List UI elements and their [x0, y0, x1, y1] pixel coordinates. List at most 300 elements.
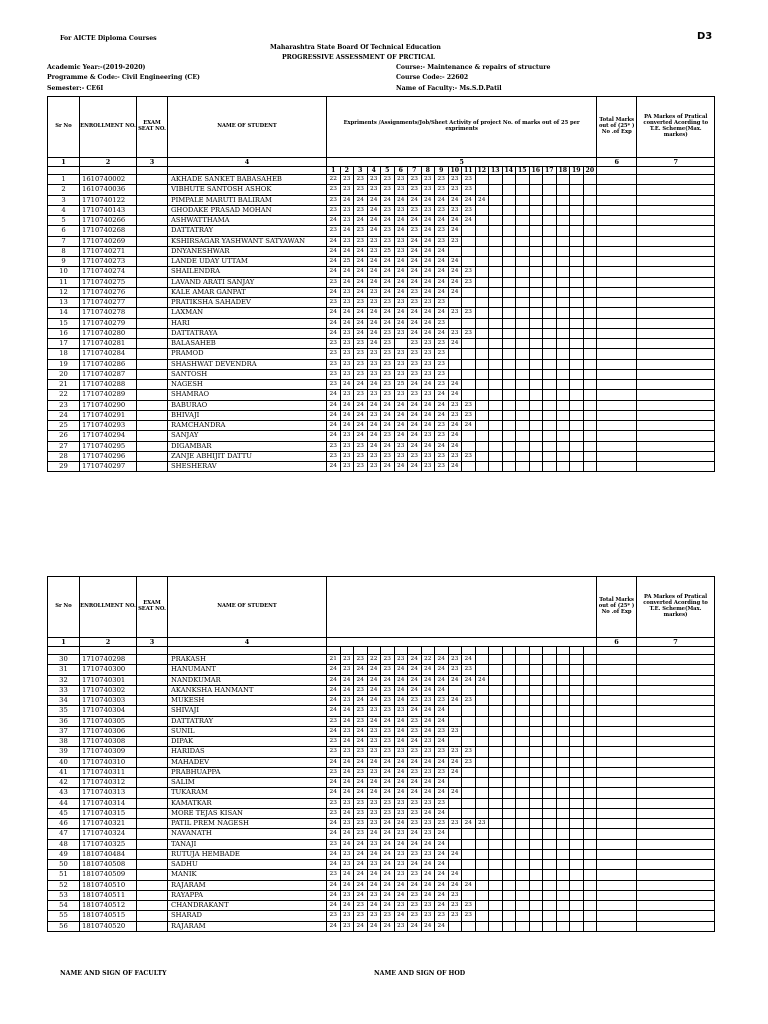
total-marks-cell [597, 808, 637, 818]
experiment-number [448, 647, 462, 655]
sr-no-cell: 38 [48, 737, 80, 747]
mark-cell: 24 [354, 318, 368, 328]
mark-cell [583, 216, 597, 226]
mark-cell [529, 685, 543, 695]
mark-cell [489, 921, 503, 931]
sr-no-cell: 33 [48, 685, 80, 695]
pa-marks-cell [637, 921, 715, 931]
mark-cell: 24 [381, 829, 395, 839]
mark-cell [556, 860, 570, 870]
mark-cell [516, 911, 530, 921]
mark-cell: 23 [381, 359, 395, 369]
mark-cell [570, 880, 584, 890]
column-number: 6 [597, 638, 637, 647]
mark-cell [583, 246, 597, 256]
mark-cell [475, 890, 489, 900]
mark-cell: 23 [475, 819, 489, 829]
mark-cell: 24 [408, 380, 422, 390]
mark-cell: 24 [421, 860, 435, 870]
mark-cell: 24 [327, 318, 341, 328]
mark-cell: 24 [340, 737, 354, 747]
mark-cell [489, 226, 503, 236]
mark-cell [502, 185, 516, 195]
mark-cell: 23 [435, 185, 449, 195]
mark-cell: 23 [381, 451, 395, 461]
enrollment-cell: 1710740286 [80, 359, 137, 369]
student-name-cell: SUNIL [168, 726, 327, 736]
mark-cell: 24 [435, 665, 449, 675]
mark-cell [489, 298, 503, 308]
mark-cell: 23 [421, 767, 435, 777]
mark-cell [475, 390, 489, 400]
mark-cell [543, 236, 557, 246]
mark-cell: 23 [354, 808, 368, 818]
mark-cell: 24 [381, 675, 395, 685]
exam-seat-cell [137, 880, 168, 890]
experiment-number [340, 647, 354, 655]
mark-cell [475, 849, 489, 859]
mark-cell: 24 [421, 706, 435, 716]
mark-cell [556, 788, 570, 798]
mark-cell [502, 421, 516, 431]
mark-cell [529, 369, 543, 379]
mark-cell: 24 [340, 675, 354, 685]
total-marks-cell [597, 205, 637, 215]
mark-cell: 23 [367, 462, 381, 472]
mark-cell [475, 359, 489, 369]
mark-cell [529, 880, 543, 890]
student-row [48, 195, 715, 205]
student-row [48, 318, 715, 328]
sr-no-cell: 7 [48, 236, 80, 246]
mark-cell [543, 747, 557, 757]
mark-cell [556, 829, 570, 839]
mark-cell: 23 [394, 747, 408, 757]
mark-cell: 23 [435, 349, 449, 359]
mark-cell: 24 [448, 287, 462, 297]
exam-seat-cell [137, 267, 168, 277]
mark-cell [529, 390, 543, 400]
student-row [48, 421, 715, 431]
mark-cell [516, 901, 530, 911]
mark-cell: 23 [340, 911, 354, 921]
mark-cell [570, 890, 584, 900]
mark-cell [489, 246, 503, 256]
student-row [48, 462, 715, 472]
mark-cell: 24 [435, 277, 449, 287]
mark-cell: 24 [340, 400, 354, 410]
mark-cell [516, 216, 530, 226]
student-name-cell: RUTUJA HEMBADE [168, 849, 327, 859]
academic-year: Academic Year:-(2019-2020) [47, 64, 146, 71]
experiment-number [556, 647, 570, 655]
mark-cell: 24 [435, 655, 449, 665]
student-name-cell: PATIL PREM NAGESH [168, 819, 327, 829]
mark-cell [475, 410, 489, 420]
blank-cell [137, 647, 168, 655]
mark-cell [556, 246, 570, 256]
mark-cell [529, 195, 543, 205]
mark-cell [570, 267, 584, 277]
pa-marks-cell [637, 808, 715, 818]
mark-cell [529, 890, 543, 900]
mark-cell: 23 [435, 798, 449, 808]
mark-cell [583, 788, 597, 798]
mark-cell [516, 267, 530, 277]
mark-cell [502, 298, 516, 308]
experiment-number [475, 647, 489, 655]
mark-cell [516, 185, 530, 195]
mark-cell [570, 195, 584, 205]
mark-cell [543, 767, 557, 777]
mark-cell [556, 451, 570, 461]
experiment-number [583, 647, 597, 655]
mark-cell: 24 [421, 257, 435, 267]
mark-cell: 23 [435, 696, 449, 706]
mark-cell: 24 [462, 421, 476, 431]
mark-cell: 24 [327, 901, 341, 911]
mark-cell [543, 410, 557, 420]
form-code: D3 [697, 31, 713, 42]
mark-cell [516, 839, 530, 849]
sr-no-cell: 13 [48, 298, 80, 308]
mark-cell: 24 [367, 778, 381, 788]
mark-cell [556, 257, 570, 267]
exam-seat-cell [137, 236, 168, 246]
mark-cell [529, 767, 543, 777]
mark-cell: 24 [435, 890, 449, 900]
experiment-number: 4 [367, 167, 381, 175]
mark-cell [502, 696, 516, 706]
student-row [48, 328, 715, 338]
mark-cell: 23 [421, 175, 435, 185]
mark-cell [502, 798, 516, 808]
mark-cell: 23 [367, 911, 381, 921]
mark-cell [516, 421, 530, 431]
total-marks-cell [597, 778, 637, 788]
mark-cell [529, 216, 543, 226]
enrollment-cell: 1710740304 [80, 706, 137, 716]
enrollment-cell: 1710740269 [80, 236, 137, 246]
mark-cell: 24 [394, 911, 408, 921]
mark-cell: 24 [448, 441, 462, 451]
student-row [48, 287, 715, 297]
mark-cell: 23 [327, 298, 341, 308]
mark-cell [583, 706, 597, 716]
mark-cell: 23 [435, 369, 449, 379]
sr-no-cell: 3 [48, 195, 80, 205]
mark-cell [543, 451, 557, 461]
pa-marks-cell [637, 308, 715, 318]
mark-cell: 24 [408, 431, 422, 441]
student-row [48, 226, 715, 236]
mark-cell [570, 277, 584, 287]
mark-cell: 24 [340, 808, 354, 818]
mark-cell [475, 716, 489, 726]
mark-cell: 24 [367, 195, 381, 205]
mark-cell [529, 798, 543, 808]
exam-seat-header: EXAM SEAT NO. [137, 577, 168, 638]
total-marks-cell [597, 462, 637, 472]
mark-cell: 24 [394, 767, 408, 777]
experiment-number [354, 647, 368, 655]
mark-cell [556, 757, 570, 767]
mark-cell: 24 [448, 277, 462, 287]
student-row [48, 737, 715, 747]
mark-cell [556, 267, 570, 277]
enrollment-cell: 1710740277 [80, 298, 137, 308]
mark-cell [462, 716, 476, 726]
student-row [48, 860, 715, 870]
enrollment-cell: 1710740290 [80, 400, 137, 410]
mark-cell: 24 [408, 421, 422, 431]
mark-cell: 24 [381, 400, 395, 410]
mark-cell: 24 [367, 921, 381, 931]
mark-cell [516, 441, 530, 451]
blank-cell [168, 167, 327, 175]
mark-cell [570, 308, 584, 318]
mark-cell [475, 462, 489, 472]
mark-cell [543, 287, 557, 297]
mark-cell: 24 [421, 328, 435, 338]
mark-cell: 23 [381, 390, 395, 400]
student-name-cell: SHAILENDRA [168, 267, 327, 277]
sr-no-cell: 31 [48, 665, 80, 675]
mark-cell [529, 747, 543, 757]
mark-cell: 23 [421, 747, 435, 757]
mark-cell [502, 788, 516, 798]
mark-cell: 23 [340, 665, 354, 675]
mark-cell: 23 [340, 287, 354, 297]
mark-cell [448, 860, 462, 870]
student-name-cell: RAJARAM [168, 921, 327, 931]
enrollment-cell: 1810740520 [80, 921, 137, 931]
mark-cell: 24 [435, 400, 449, 410]
assessment-table-1 [47, 96, 715, 472]
mark-cell: 24 [394, 778, 408, 788]
mark-cell: 23 [381, 236, 395, 246]
mark-cell: 23 [340, 359, 354, 369]
pa-marks-header: PA Markes of Pratical converted Acording to T.E. Scheme(Max. markes) [637, 97, 715, 158]
mark-cell: 23 [340, 205, 354, 215]
pa-marks-cell [637, 870, 715, 880]
mark-cell [543, 870, 557, 880]
pa-marks-cell [637, 246, 715, 256]
mark-cell [516, 696, 530, 706]
exam-seat-cell [137, 808, 168, 818]
column-number: 3 [137, 638, 168, 647]
mark-cell [516, 706, 530, 716]
total-marks-cell [597, 685, 637, 695]
mark-cell: 24 [421, 236, 435, 246]
pa-marks-cell [637, 226, 715, 236]
mark-cell [570, 757, 584, 767]
enrollment-cell: 1810740484 [80, 849, 137, 859]
mark-cell: 23 [408, 226, 422, 236]
mark-cell: 23 [381, 175, 395, 185]
mark-cell [570, 462, 584, 472]
mark-cell: 24 [354, 267, 368, 277]
mark-cell: 24 [354, 380, 368, 390]
exam-seat-cell [137, 226, 168, 236]
exam-seat-cell [137, 175, 168, 185]
mark-cell [556, 369, 570, 379]
mark-cell: 24 [394, 716, 408, 726]
mark-cell [570, 819, 584, 829]
mark-cell [583, 287, 597, 297]
mark-cell: 24 [448, 267, 462, 277]
mark-cell [529, 737, 543, 747]
mark-cell [543, 267, 557, 277]
sr-no-cell: 55 [48, 911, 80, 921]
student-name-cell: RAMCHANDRA [168, 421, 327, 431]
sr-no-cell: 27 [48, 441, 80, 451]
mark-cell: 24 [408, 839, 422, 849]
mark-cell [502, 236, 516, 246]
column-number: 1 [48, 638, 80, 647]
mark-cell: 24 [421, 726, 435, 736]
mark-cell [475, 911, 489, 921]
exam-seat-cell [137, 726, 168, 736]
mark-cell [475, 205, 489, 215]
mark-cell [570, 216, 584, 226]
mark-cell: 23 [421, 349, 435, 359]
mark-cell [543, 400, 557, 410]
mark-cell: 24 [408, 685, 422, 695]
mark-cell [570, 431, 584, 441]
mark-cell: 24 [381, 849, 395, 859]
mark-cell: 23 [421, 911, 435, 921]
mark-cell: 24 [381, 441, 395, 451]
mark-cell [489, 205, 503, 215]
student-row [48, 665, 715, 675]
mark-cell [583, 431, 597, 441]
mark-cell [516, 369, 530, 379]
mark-cell [583, 339, 597, 349]
mark-cell: 24 [408, 246, 422, 256]
sr-no-cell: 9 [48, 257, 80, 267]
mark-cell: 23 [462, 205, 476, 215]
mark-cell [529, 665, 543, 675]
mark-cell [583, 298, 597, 308]
exam-seat-cell [137, 390, 168, 400]
mark-cell: 23 [367, 410, 381, 420]
mark-cell [489, 308, 503, 318]
mark-cell [570, 747, 584, 757]
experiment-number-row [48, 167, 715, 175]
mark-cell: 23 [367, 246, 381, 256]
mark-cell: 23 [367, 860, 381, 870]
mark-cell [462, 369, 476, 379]
total-marks-cell [597, 369, 637, 379]
student-name-cell: SALIM [168, 778, 327, 788]
mark-cell [502, 400, 516, 410]
mark-cell: 23 [340, 462, 354, 472]
pa-marks-cell [637, 788, 715, 798]
mark-cell: 24 [367, 788, 381, 798]
mark-cell: 24 [327, 431, 341, 441]
mark-cell: 24 [408, 737, 422, 747]
mark-cell [448, 685, 462, 695]
mark-cell: 24 [421, 267, 435, 277]
mark-cell [529, 318, 543, 328]
experiment-number: 11 [462, 167, 476, 175]
mark-cell [556, 880, 570, 890]
mark-cell [462, 298, 476, 308]
mark-cell [516, 195, 530, 205]
mark-cell: 23 [367, 706, 381, 716]
mark-cell [543, 226, 557, 236]
enrollment-cell: 1710740275 [80, 277, 137, 287]
exam-seat-cell [137, 380, 168, 390]
mark-cell [502, 767, 516, 777]
mark-cell: 23 [327, 185, 341, 195]
mark-cell [543, 462, 557, 472]
mark-cell [475, 778, 489, 788]
student-row [48, 675, 715, 685]
mark-cell [462, 767, 476, 777]
mark-cell: 24 [448, 257, 462, 267]
mark-cell: 24 [354, 400, 368, 410]
mark-cell: 24 [435, 880, 449, 890]
sr-no-cell: 53 [48, 890, 80, 900]
mark-cell [394, 339, 408, 349]
mark-cell: 24 [448, 339, 462, 349]
experiment-number [529, 647, 543, 655]
sr-no-cell: 21 [48, 380, 80, 390]
mark-cell: 24 [394, 737, 408, 747]
mark-cell: 23 [340, 451, 354, 461]
pa-marks-cell [637, 726, 715, 736]
mark-cell: 23 [462, 911, 476, 921]
mark-cell: 24 [381, 410, 395, 420]
pa-marks-header: PA Markes of Pratical converted Acording to T.E. Scheme(Max. markes) [637, 577, 715, 638]
mark-cell: 23 [340, 216, 354, 226]
mark-cell [516, 716, 530, 726]
exam-seat-cell [137, 829, 168, 839]
mark-cell: 24 [381, 890, 395, 900]
mark-cell: 24 [340, 880, 354, 890]
column-number-row [48, 158, 715, 167]
mark-cell [570, 839, 584, 849]
mark-cell: 23 [340, 441, 354, 451]
mark-cell [502, 849, 516, 859]
pa-marks-cell [637, 675, 715, 685]
mark-cell: 24 [340, 318, 354, 328]
experiment-number [327, 647, 341, 655]
mark-cell: 23 [462, 267, 476, 277]
mark-cell [583, 778, 597, 788]
exam-seat-cell [137, 890, 168, 900]
mark-cell: 24 [354, 287, 368, 297]
mark-cell [529, 400, 543, 410]
mark-cell: 24 [394, 400, 408, 410]
mark-cell [583, 349, 597, 359]
mark-cell: 24 [327, 328, 341, 338]
mark-cell [570, 798, 584, 808]
student-row [48, 451, 715, 461]
mark-cell [502, 870, 516, 880]
mark-cell [516, 737, 530, 747]
mark-cell: 23 [327, 380, 341, 390]
exam-seat-cell [137, 870, 168, 880]
pa-marks-cell [637, 185, 715, 195]
sr-no-cell: 49 [48, 849, 80, 859]
student-name-cell: PRATIKSHA SAHADEV [168, 298, 327, 308]
experiment-number [394, 647, 408, 655]
mark-cell [502, 267, 516, 277]
mark-cell [583, 911, 597, 921]
